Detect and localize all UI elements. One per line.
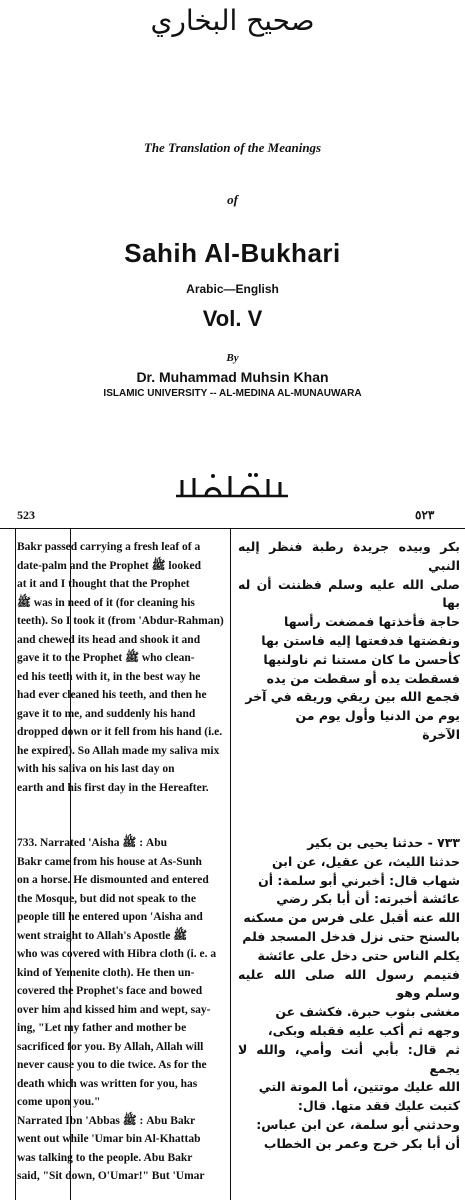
text-line: فجمع الله بين ريقي وريقه في آخر <box>245 689 460 705</box>
text-line: with his saliva on his last day on <box>17 763 175 775</box>
left-border-rule <box>15 528 16 1200</box>
text-line: dropped down or it fell from his hand (i.e. <box>17 726 223 738</box>
text-line: at it and I thought that the Prophet <box>17 578 190 590</box>
column-divider <box>230 528 231 1200</box>
text-line: and chewed its head and shook it and <box>17 633 201 646</box>
text-line: بالسنح حتى نزل فدخل المسجد فلم <box>242 928 460 944</box>
text-line: he expired). So Allah made my saliva mix <box>17 744 220 757</box>
language-subtitle: Arabic—English <box>186 282 279 296</box>
text-line: on a horse. He dismounted and entered <box>17 874 209 886</box>
text-line: Bakr came from his house at As-Sunh <box>17 855 202 868</box>
text-line: الآخرة <box>422 726 460 742</box>
text-line: الله عليك موتتين، أما الموتة التي <box>258 1079 460 1095</box>
text-line: عائشة أخبرته: أن أبا بكر رضي <box>276 891 460 907</box>
text-line: never cause you to die twice. As for the <box>17 1059 207 1071</box>
text-line: ing, "Let my father and mother be <box>17 1022 187 1034</box>
text-line: over him and kissed him and wept, say- <box>17 1003 211 1016</box>
page-number-english: 523 <box>17 508 35 522</box>
text-line: come upon you." <box>17 1096 101 1108</box>
text-line: وحدثني أبو سلمة، عن ابن عباس: <box>256 1116 460 1132</box>
by-line: By <box>226 352 239 364</box>
text-line: يوم من الدنيا وأول يوم من <box>295 708 460 724</box>
text-line: ed his teeth with it, in the best way he <box>17 670 201 683</box>
page-number-arabic: ٥٢٣ <box>415 508 435 522</box>
author-name: Dr. Muhammad Muhsin Khan <box>136 369 329 385</box>
translation-line: The Translation of the Meanings <box>143 140 322 155</box>
university-name: ISLAMIC UNIVERSITY -- AL-MEDINA AL-MUNAUWARA <box>103 388 362 399</box>
text-line: أن أبا بكر خرج وعمر بن الخطاب <box>263 1135 460 1151</box>
arabic-book-title: صحيح البخاري <box>150 4 315 37</box>
text-line: who was covered with Hibra cloth (i. e. a <box>17 948 217 960</box>
arabic-passage-733 <box>238 834 460 1154</box>
text-line: kind of Yemenite cloth). He then un- <box>17 966 195 979</box>
text-line: sacrificed for you. By Allah, Allah will <box>17 1040 204 1053</box>
of-line: of <box>227 192 238 207</box>
text-line: ثم قال: بأبي أنت وأمي، والله لا يجمع <box>238 1041 460 1076</box>
text-line: ﷺ was in need of it (for cleaning his <box>17 596 195 609</box>
arabic-passage-1 <box>238 538 460 745</box>
text-line: ونفضتها فدفعتها إليه فاستن بها <box>261 632 460 648</box>
text-line: كتبت عليك فقد متها. قال: <box>297 1098 460 1114</box>
text-line: death which was written for you, has <box>17 1077 198 1090</box>
text-line: Narrated Ibn 'Abbas ﷺ : Abu Bakr <box>17 1114 196 1127</box>
text-line: went straight to Allah's Apostle ﷺ <box>17 929 188 942</box>
text-line: فسقطت يده أو سقطت من يده <box>266 670 460 686</box>
text-line: date-palm and the Prophet ﷺ looked <box>17 559 201 572</box>
volume-label: Vol. V <box>202 306 263 331</box>
text-line: said, "Sit down, O'Umar!" But 'Umar <box>17 1170 205 1182</box>
text-line: ٧٣٣ - حدثنا يحيى بن بكير <box>307 835 460 850</box>
text-line: حاجة فأخذتها فمضغت رأسها <box>284 614 460 630</box>
text-line: earth and his first day in the Hereafter. <box>17 781 209 794</box>
text-line: was talking to the people. Abu Bakr <box>17 1151 193 1164</box>
english-passage-1 <box>17 538 225 797</box>
book-title: Sahih Al-Bukhari <box>124 238 341 268</box>
text-line: الله عنه أقبل على فرس من مسكنه <box>243 910 460 926</box>
text-line: gave it to the Prophet ﷺ who clean- <box>17 652 195 664</box>
text-line: gave it to me, and suddenly his hand <box>17 707 196 720</box>
publisher-logo-icon <box>168 470 298 504</box>
text-line: مغشى بثوب حبرة. فكشف عن <box>275 1004 460 1020</box>
text-line: the Mosque, but did not speak to the <box>17 892 196 905</box>
text-line: Bakr passed carrying a fresh leaf of a <box>17 541 201 553</box>
text-line: people till he entered upon 'Aisha and <box>17 911 203 923</box>
text-line: وجهه ثم أكب عليه فقبله وبكى، <box>267 1022 460 1038</box>
text-line: went out while 'Umar bin Al-Khattab <box>17 1133 201 1145</box>
english-passage-733 <box>17 834 225 1186</box>
text-line: صلى الله عليه وسلم فظننت أن له بها <box>238 576 460 611</box>
text-line: يكلم الناس حتى دخل على عائشة <box>257 947 460 963</box>
text-line: فتيمم رسول الله صلى الله عليه وسلم وهو <box>238 966 460 1001</box>
text-line: 733. Narrated 'Aisha ﷺ : Abu <box>17 837 168 849</box>
text-line: covered the Prophet's face and bowed <box>17 985 203 997</box>
text-line: teeth). So I took it (from 'Abdur-Rahman) <box>17 615 224 627</box>
text-line: بكر وبيده جريدة رطبة فنظر إليه النبي <box>238 539 460 573</box>
text-line: شهاب قال: أخبرني أبو سلمة: أن <box>258 872 460 888</box>
text-line: كأحسن ما كان مستنا ثم ناولنيها <box>263 651 460 667</box>
text-line: حدثنا الليث، عن عقيل، عن ابن <box>272 853 460 869</box>
text-line: had ever cleaned his teeth, and then he <box>17 689 207 701</box>
